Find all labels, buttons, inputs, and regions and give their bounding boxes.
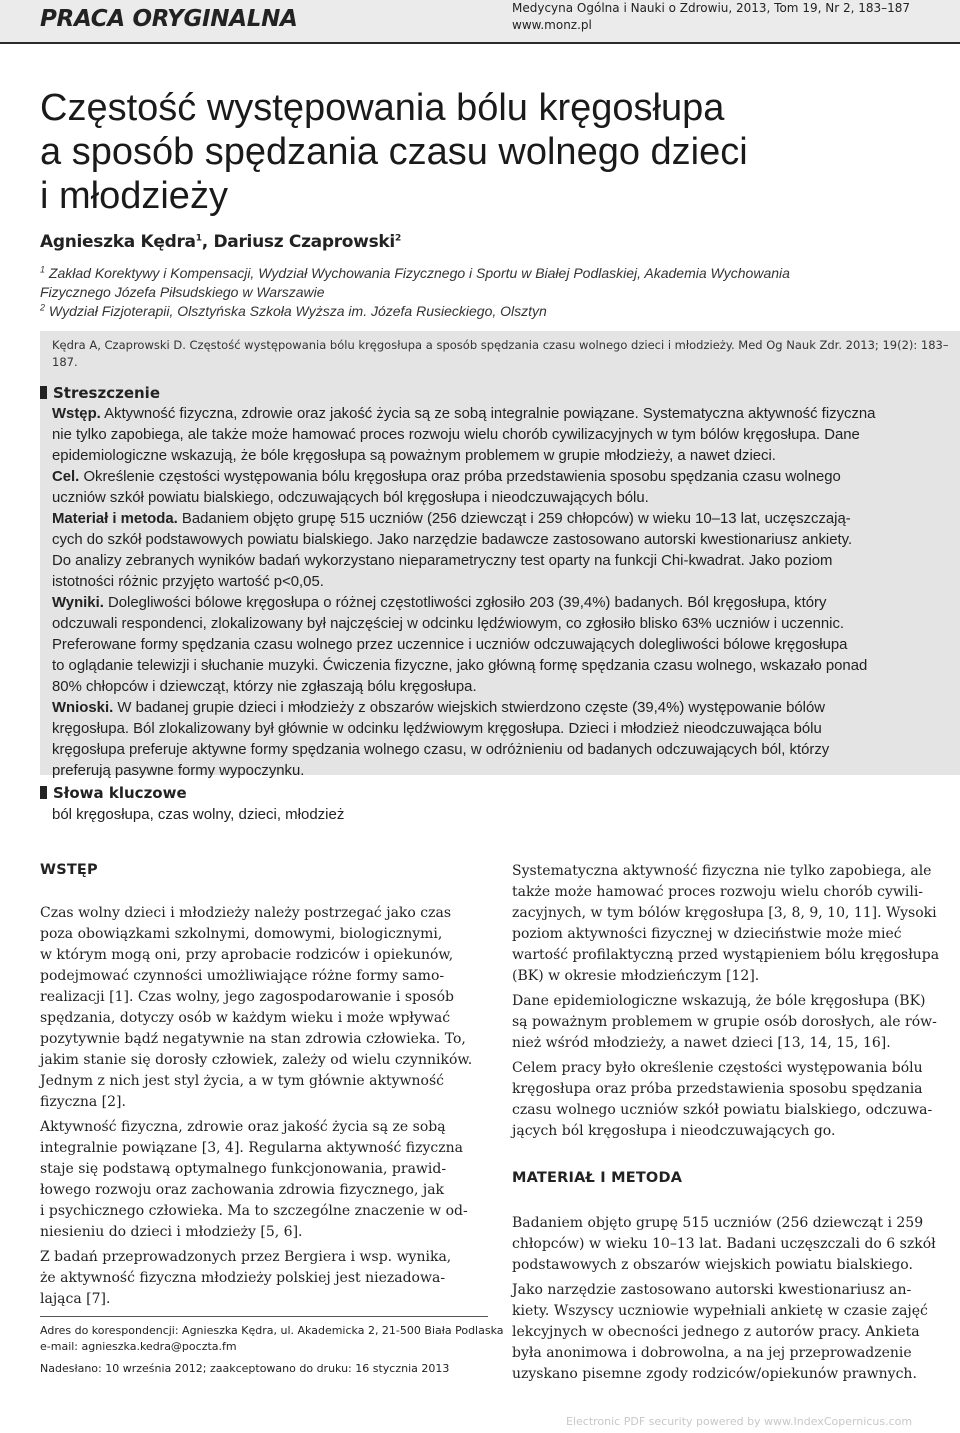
- abstract-text: W badanej grupie dzieci i młodzieży z obszarów wiejskich stwierdzono częste (39,4%) występowanie bólów: [113, 700, 825, 716]
- citation: Kędra A, Czaprowski D. Częstość występowania bólu kręgosłupa a sposób spędzania czasu wolnego dzieci i młodzieży. Med Og Nauk Zdr. 2013; 19(2): 183–187.: [52, 338, 949, 369]
- abstract-text: Badaniem objęto grupę 515 uczniów (256 dziewcząt i 259 chłopców) w wieku 10–13 lat, uczęszczają-: [177, 511, 851, 527]
- abstract-line: [52, 404, 952, 425]
- body-line: Badaniem objęto grupę 515 uczniów (256 dziewcząt i 259: [512, 1215, 924, 1231]
- body-line: Systematyczna aktywność fizyczna nie tylko zapobiega, ale: [512, 863, 932, 879]
- abstract-line: uczniów szkół powiatu bialskiego, odczuwających ból kręgosłupa i nieodczuwających bólu.: [52, 490, 649, 506]
- body-line: spędzania, dotyczy osób w każdym wieku i może wpływać: [40, 1010, 451, 1026]
- body-line: Dane epidemiologiczne wskazują, że bóle kręgosłupa (BK): [512, 993, 926, 1009]
- title-line: i młodzieży: [40, 175, 228, 217]
- body-line: staje się podstawą optymalnego funkcjonowania, prawid-: [40, 1161, 447, 1177]
- body-line: Czas wolny dzieci i młodzieży należy postrzegać jako czas: [40, 905, 452, 921]
- abstract-heading-text: Streszczenie: [53, 384, 160, 402]
- abstract-text: Aktywność fizyczna, zdrowie oraz jakość życia są ze sobą integralnie powiązane. Systematyczna aktywność fizyczna: [100, 406, 876, 422]
- journal-name: Medycyna Ogólna i Nauki o Zdrowiu, 2013, Tom 19, Nr 2, 183–187: [512, 1, 911, 15]
- body-line: jakim stanie się dorosły człowiek, zależy od wielu czynników.: [40, 1052, 473, 1068]
- body-line: realizacji [1]. Czas wolny, jego zagospodarowanie i sposób: [40, 989, 454, 1005]
- body-line: są poważnym problemem w grupie osób dorosłych, ale rów-: [512, 1014, 937, 1030]
- body-line: Z badań przeprowadzonych przez Bergiera i wsp. wynika,: [40, 1249, 452, 1265]
- abstract-line: Do analizy zebranych wyników badań wykorzystano nieparametryczny test oparty na funkcji Chi-kwadrat. Jako poziom: [52, 553, 833, 569]
- body-line: nież wśród młodzieży, a nawet dzieci [13, 14, 15, 16].: [512, 1035, 891, 1051]
- body-line: podejmować czynności umożliwiające różne formy samo-: [40, 968, 445, 984]
- body-line: była anonimowa i dobrowolna, a na jej przeprowadzenie: [512, 1345, 912, 1361]
- footnote-rule: [40, 1316, 488, 1317]
- body-line: w którym mogą oni, przy aprobacie rodziców i opiekunów,: [40, 947, 454, 963]
- abstract-line: to oglądanie telewizji i słuchanie muzyki. Ćwiczenia fizyczne, jako główną formę spędzania czasu wolnego, wskazało ponad: [52, 658, 868, 674]
- abstract-label-cel: Cel.: [52, 469, 80, 485]
- keywords: ból kręgosłupa, czas wolny, dzieci, młodzież: [52, 806, 345, 823]
- body-line: czasu wolnego uczniów szkół powiatu bialskiego, odczuwa-: [512, 1102, 933, 1118]
- body-line: i psychicznego człowieka. Ma to szczególne znaczenie w od-: [40, 1203, 468, 1219]
- intro-heading: WSTĘP: [40, 862, 98, 878]
- abstract-line: cych do szkół podstawowych powiatu bialskiego. Jako narzędzie badawcze zastosowano autorski kwestionariusz ankiety.: [52, 532, 853, 548]
- abstract-line: 80% chłopców i dziewcząt, którzy nie zgłaszają bólu kręgosłupa.: [52, 679, 477, 695]
- body-line: lająca [7].: [40, 1291, 111, 1307]
- title-line: a sposób spędzania czasu wolnego dzieci: [40, 131, 748, 173]
- abstract-line: epidemiologiczne wskazują, że bóle kręgosłupa są poważnym problemem w grupie młodzieży, a nawet dzieci.: [52, 448, 776, 464]
- abstract-line: odczuwali respondenci, zlokalizowany był najczęściej w odcinku lędźwiowym, co zgłosiło blisko 63% uczniów i uczennic.: [52, 616, 845, 632]
- abstract-label-material: Materiał i metoda.: [52, 511, 178, 527]
- body-line: kiety. Wszyscy uczniowie wypełniali ankietę w czasie zajęć: [512, 1303, 928, 1319]
- body-line: że aktywność fizyczna młodzieży polskiej jest niezadowa-: [40, 1270, 446, 1286]
- article-title: [40, 86, 920, 218]
- affiliation-1-num: 1: [40, 264, 46, 275]
- body-line: także może hamować proces rozwoju wielu chorób cywili-: [512, 884, 924, 900]
- affiliations: [40, 264, 940, 321]
- abstract-label-wstep: Wstęp.: [52, 406, 101, 422]
- abstract-text: Dolegliwości bólowe kręgosłupa o różnej częstotliwości zgłosiło 203 (39,4%) badanych. Ból kręgosłupa, który: [103, 595, 827, 611]
- heading-marker: [40, 786, 47, 799]
- body-line: pozytywnie bądź negatywnie na stan zdrowia człowieka. To,: [40, 1031, 466, 1047]
- affiliation-2-num: 2: [40, 302, 46, 313]
- abstract-line: Preferowane formy spędzania czasu wolnego przez uczennice i uczniów odczuwających dolegliwości bólowe kręgosłupa: [52, 637, 848, 653]
- methods-heading: MATERIAŁ I METODA: [512, 1170, 683, 1186]
- correspondence-address: Adres do korespondencji: Agnieszka Kędra, ul. Akademicka 2, 21-500 Biała Podlaska: [40, 1324, 504, 1337]
- author-1: Agnieszka Kędra: [40, 232, 196, 252]
- body-line: Jednym z nich jest styl życia, a w tym głównie aktywność: [40, 1073, 444, 1089]
- journal-url[interactable]: www.monz.pl: [512, 18, 592, 32]
- header-rule: [0, 42, 960, 44]
- body-line: (BK) w okresie młodzieńczym [12].: [512, 968, 760, 984]
- body-line: fizyczna [2].: [40, 1094, 126, 1110]
- authors: [40, 232, 401, 252]
- intro-text: [40, 903, 488, 1310]
- body-line: uzyskano pisemne zgody rodziców/opiekunów prawnych.: [512, 1366, 917, 1382]
- body-line: poza obowiązkami szkolnymi, domowymi, biologicznymi,: [40, 926, 443, 942]
- body-line: poziom aktywności fizycznej w dzieciństwie może mieć: [512, 926, 902, 942]
- submission-dates: Nadesłano: 10 września 2012; zaakceptowano do druku: 16 stycznia 2013: [40, 1362, 450, 1375]
- body-line: kręgosłupa oraz próba przedstawienia sposobu spędzania: [512, 1081, 923, 1097]
- abstract-body: [52, 404, 952, 782]
- abstract-line: kręgosłupa preferuje aktywne formy spędzania wolnego czasu, w odróżnieniu od badanych odczuwających ból, którzy: [52, 742, 830, 758]
- abstract-heading: [40, 384, 160, 402]
- author-1-affil: 1: [195, 233, 202, 244]
- abstract-line: nie tylko zapobiega, ale także może hamować proces rozwoju wielu chorób cywilizacyjnych w tym bólów kręgosłupa. Dane: [52, 427, 860, 443]
- body-line: lekcyjnych w obecności jednego z autorów pracy. Ankieta: [512, 1324, 920, 1340]
- affiliation-1: [40, 264, 940, 283]
- body-line: integralnie powiązane [3, 4]. Regularna aktywność fizyczna: [40, 1140, 463, 1156]
- section-label: PRACA ORYGINALNA: [40, 6, 298, 32]
- keywords-heading: [40, 784, 187, 802]
- abstract-line: [52, 509, 952, 530]
- abstract-line: istotności różnic przyjęto wartość p<0,05.: [52, 574, 324, 590]
- keywords-heading-text: Słowa kluczowe: [53, 784, 187, 802]
- heading-marker: [40, 386, 47, 399]
- security-watermark: Electronic PDF security powered by www.IndexCopernicus.com: [566, 1415, 913, 1428]
- abstract-label-wyniki: Wyniki.: [52, 595, 104, 611]
- abstract-label-wnioski: Wnioski.: [52, 700, 114, 716]
- body-line: jących ból kręgosłupa i nieodczuwających go.: [512, 1123, 836, 1139]
- abstract-line: [52, 593, 952, 614]
- abstract-line: kręgosłupa. Ból zlokalizowany był głównie w odcinku lędźwiowym kręgosłupa. Dzieci i młodzież nieodczuwająca bólu: [52, 721, 822, 737]
- title-line: Częstość występowania bólu kręgosłupa: [40, 87, 725, 129]
- body-line: niesieniu do dzieci i młodzieży [5, 6].: [40, 1224, 303, 1240]
- author-separator: ,: [201, 232, 214, 252]
- affiliation-2: [40, 302, 940, 321]
- body-line: Aktywność fizyczna, zdrowie oraz jakość życia są ze sobą: [40, 1119, 446, 1135]
- body-line: chłopców) w wieku 10–13 lat. Badani uczęszczali do 6 szkół: [512, 1236, 936, 1252]
- body-line: Jako narzędzie zastosowano autorski kwestionariusz an-: [512, 1282, 912, 1298]
- body-line: łowego rozwoju oraz zachowania zdrowia fizycznego, jak: [40, 1182, 445, 1198]
- abstract-line: [52, 467, 952, 488]
- affiliation-1-text: Zakład Korektywy i Kompensacji, Wydział Wychowania Fizycznego i Sportu w Białej Podlaskiej, Akademia Wychowania: [45, 265, 790, 281]
- author-2: Dariusz Czaprowski: [213, 232, 395, 252]
- footnotes: [40, 1323, 504, 1377]
- body-line: podstawowych z obszarów wiejskich powiatu bialskiego.: [512, 1257, 913, 1273]
- correspondence-email[interactable]: e-mail: agnieszka.kedra@poczta.fm: [40, 1340, 237, 1353]
- methods-text: [512, 1213, 960, 1385]
- intro-text-continued: [512, 861, 960, 1142]
- author-2-affil: 2: [394, 233, 401, 244]
- body-line: wartość profilaktyczną przed wystąpieniem bólu kręgosłupa: [512, 947, 940, 963]
- affiliation-2-text: Wydział Fizjoterapii, Olsztyńska Szkoła Wyższa im. Józefa Rusieckiego, Olsztyn: [45, 303, 547, 319]
- affiliation-1-cont: Fizycznego Józefa Piłsudskiego w Warszawie: [40, 284, 325, 300]
- body-line: zacyjnych, w tym bólów kręgosłupa [3, 8, 9, 10, 11]. Wysoki: [512, 905, 937, 921]
- abstract-line: [52, 698, 952, 719]
- body-line: Celem pracy było określenie częstości występowania bólu: [512, 1060, 923, 1076]
- abstract-text: Określenie częstości występowania bólu kręgosłupa oraz próba przedstawienia sposobu spędzania czasu wolnego: [79, 469, 841, 485]
- abstract-line: preferują pasywne formy wypoczynku.: [52, 763, 305, 779]
